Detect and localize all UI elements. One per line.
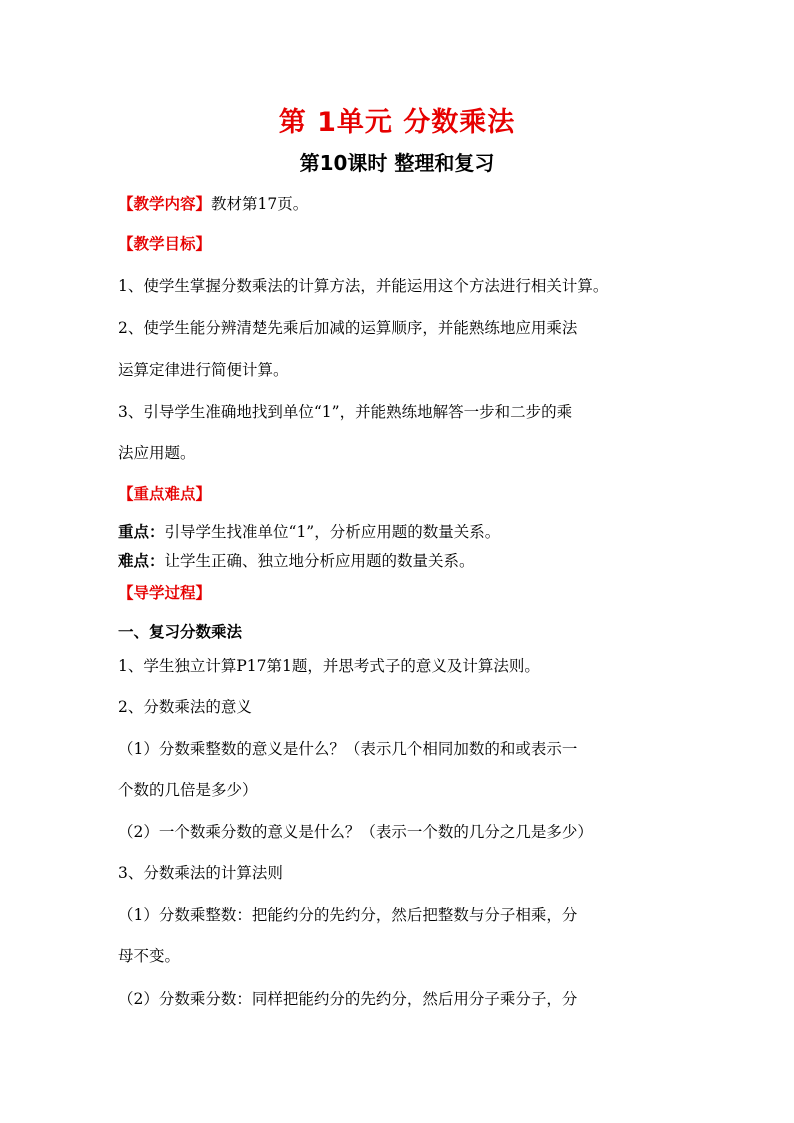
process-paragraph-3-line-2: 个数的几倍是多少） [118, 781, 258, 799]
process-paragraph-6-line-1: （1）分数乘整数：把能约分的先约分，然后把整数与分子相乘，分 [118, 906, 578, 924]
process-paragraph-3-line-1: （1）分数乘整数的意义是什么？（表示几个相同加数的和或表示一 [118, 740, 578, 758]
teaching-content-text: 教材第17页。 [211, 195, 309, 213]
process-paragraph-2: 2、分数乘法的意义 [118, 698, 252, 716]
process-paragraph-1: 1、学生独立计算P17第1题，并思考式子的意义及计算法则。 [118, 657, 540, 675]
key-points-heading: 【重点难点】 [118, 485, 212, 503]
objective-2-line-2: 运算定律进行简便计算。 [118, 361, 289, 379]
process-paragraph-7: （2）分数乘分数：同样把能约分的先约分，然后用分子乘分子，分 [118, 990, 578, 1008]
difficult-point-line [118, 549, 688, 571]
teaching-content-line [118, 192, 688, 214]
objective-1: 1、使学生掌握分数乘法的计算方法，并能运用这个方法进行相关计算。 [118, 277, 609, 295]
key-point-text: 引导学生找准单位“1”，分析应用题的数量关系。 [164, 523, 501, 541]
key-point-label: 重点： [118, 523, 165, 541]
difficult-point-text: 让学生正确、独立地分析应用题的数量关系。 [164, 552, 475, 570]
process-paragraph-5: 3、分数乘法的计算法则 [118, 864, 283, 882]
objective-2-line-1: 2、使学生能分辨清楚先乘后加减的运算顺序，并能熟练地应用乘法 [118, 319, 578, 337]
objectives-heading: 【教学目标】 [118, 235, 212, 253]
teaching-content-label: 【教学内容】 [118, 195, 212, 213]
difficult-point-label: 难点： [118, 552, 165, 570]
lesson-subtitle: 第10课时 整理和复习 [299, 151, 495, 175]
objective-3-line-1: 3、引导学生准确地找到单位“1”，并能熟练地解答一步和二步的乘 [118, 403, 573, 421]
document-title: 第 1单元 分数乘法 [278, 107, 516, 138]
section-1-heading: 一、复习分数乘法 [118, 623, 243, 641]
process-paragraph-4: （2）一个数乘分数的意义是什么？（表示一个数的几分之几是多少） [118, 823, 593, 841]
objective-3-line-2: 法应用题。 [118, 444, 196, 462]
process-heading: 【导学过程】 [118, 584, 212, 602]
key-point-line [118, 520, 688, 542]
process-paragraph-6-line-2: 母不变。 [118, 947, 181, 965]
